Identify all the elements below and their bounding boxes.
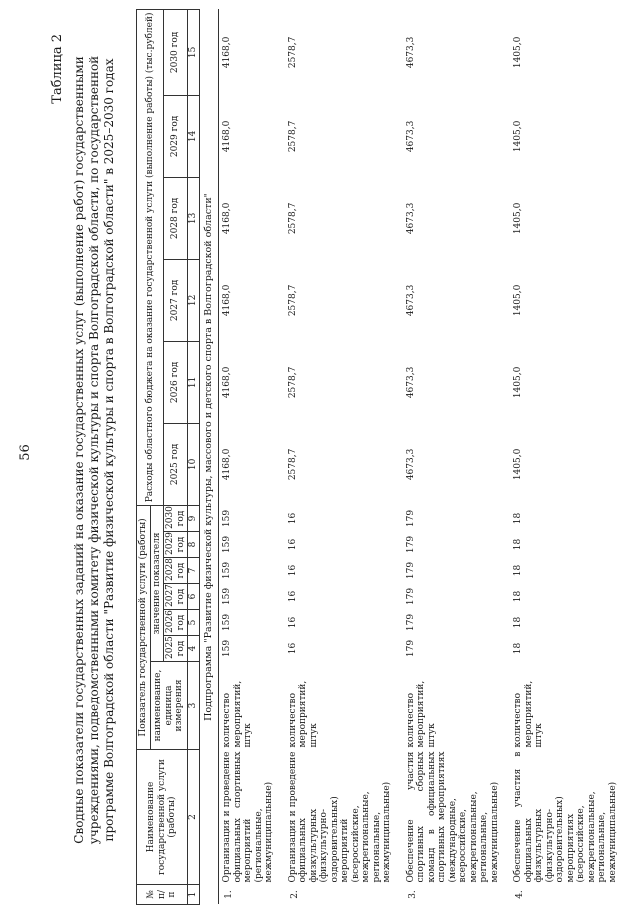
budget-value: 2578,7 (287, 448, 298, 481)
header-year-value: 2028 год (164, 558, 188, 584)
indicator-value: 179 (405, 613, 416, 632)
header-service-name: Наименование государственной услуги (работы) (137, 750, 188, 885)
column-number: 12 (188, 259, 200, 341)
header-year-value: 2025 год (164, 636, 188, 662)
indicator-value: 16 (287, 590, 298, 603)
indicator-value: 16 (287, 642, 298, 655)
column-number: 7 (188, 558, 200, 584)
budget-value: 4673,3 (405, 36, 416, 69)
row-number: 1. (224, 890, 234, 899)
unit-name: количество мероприятий, штук (287, 680, 319, 748)
column-number: 3 (188, 662, 200, 750)
indicator-value: 18 (513, 590, 523, 603)
indicator-value: 159 (222, 587, 232, 606)
header-num: № п/п (137, 885, 188, 905)
table-label: Таблица 2 (50, 34, 65, 104)
indicator-value: 179 (405, 509, 416, 528)
budget-value: 1405,0 (513, 284, 523, 317)
header-year-value: 2030 год (164, 505, 188, 531)
budget-value: 4673,3 (405, 448, 416, 481)
header-value-group: значение показателя (150, 505, 164, 661)
header-year-budget: 2028 год (164, 177, 188, 259)
indicator-value: 159 (222, 561, 232, 580)
subprogram-title: Подпрограмма "Развитие физической культуры, массового и детского спорта в Волгоградской области" (199, 9, 219, 904)
header-year-value: 2029 год (164, 532, 188, 558)
header-year-budget: 2030 год (164, 9, 188, 95)
indicator-value: 179 (405, 639, 416, 658)
column-number: 5 (188, 610, 200, 636)
budget-value: 4168,0 (222, 284, 232, 317)
service-name: Обеспечение участия спортивных сборных команд в официальных спортивных мероприятиях (международные, всероссийские, межрегиональные, региональные, межмуниципальные) (405, 751, 500, 883)
table-row (510, 9, 628, 904)
column-number: 6 (188, 584, 200, 610)
unit-name: количество мероприятий, штук (222, 680, 253, 748)
budget-value: 1405,0 (513, 36, 523, 69)
column-number: 1 (188, 885, 200, 905)
indicator-value: 159 (222, 613, 232, 632)
budget-value: 4673,3 (405, 202, 416, 235)
column-number: 8 (188, 532, 200, 558)
indicator-value: 16 (287, 564, 298, 577)
header-year-value: 2027 год (164, 584, 188, 610)
indicator-value: 18 (513, 616, 523, 629)
document-title: Сводные показатели государственных заданий на оказание государственных услуг (выполнение работ) государственными учреждениями, подведомственными комитету физической культуры и спорта Волгоградской области, по государственной программе Волгоградской области "Развитие физической культуры и спорта в Волгоградской области" в 2025–2030 годах (72, 55, 116, 845)
budget-value: 1405,0 (513, 120, 523, 153)
indicator-value: 18 (513, 538, 523, 551)
column-number-row (188, 9, 200, 904)
indicator-value: 16 (287, 512, 298, 525)
budget-value: 2578,7 (287, 202, 298, 235)
indicator-value: 179 (405, 561, 416, 580)
service-name: Организация и проведение официальных физкультурных (физкультурно-оздоровительных) мероприятий (всероссийские, межрегиональные, региональные, межмуниципальные) (287, 751, 392, 883)
budget-value: 1405,0 (513, 448, 523, 481)
budget-value: 4168,0 (222, 36, 232, 69)
budget-value: 4168,0 (222, 448, 232, 481)
column-number: 11 (188, 341, 200, 423)
page-number: 56 (18, 444, 33, 461)
column-number: 15 (188, 9, 200, 95)
budget-value: 4168,0 (222, 202, 232, 235)
header-unit: наименование, единица измерения (150, 662, 188, 750)
indicators-table (136, 9, 628, 905)
unit-name: количество мероприятий, штук (513, 680, 544, 748)
header-year-budget: 2027 год (164, 259, 188, 341)
budget-value: 2578,7 (287, 284, 298, 317)
unit-name: количество мероприятий, штук (405, 680, 437, 748)
budget-value: 2578,7 (287, 120, 298, 153)
budget-value: 1405,0 (513, 366, 523, 399)
budget-value: 2578,7 (287, 36, 298, 69)
header-indicator-group: Показатель государственной услуги (работы) (137, 505, 151, 749)
indicator-value: 18 (513, 512, 523, 525)
budget-value: 4673,3 (405, 366, 416, 399)
table-row (219, 9, 285, 904)
indicator-value: 16 (287, 616, 298, 629)
column-number: 10 (188, 423, 200, 505)
service-name: Обеспечение участия в официальных физкультурных (физкультурно-оздоровительных) мероприятиях (всероссийские, межрегиональные, региональные, межмуниципальные) (513, 751, 618, 883)
table-row (403, 9, 511, 904)
budget-value: 2578,7 (287, 366, 298, 399)
row-number: 4. (515, 890, 525, 899)
column-number: 4 (188, 636, 200, 662)
header-year-value: 2026 год (164, 610, 188, 636)
indicator-value: 159 (222, 509, 232, 528)
table-row (285, 9, 403, 904)
indicator-value: 18 (513, 564, 523, 577)
column-number: 14 (188, 95, 200, 177)
indicator-value: 16 (287, 538, 298, 551)
column-number: 2 (188, 750, 200, 885)
budget-value: 4168,0 (222, 366, 232, 399)
indicator-value: 159 (222, 535, 232, 554)
service-name: Организация и проведение официальных спортивных мероприятий (региональные, межмуниципальные) (222, 751, 274, 883)
indicator-value: 159 (222, 639, 232, 658)
header-budget-group: Расходы областного бюджета на оказание государственной услуги (выполнение работы) (тыс.рублей) (137, 9, 164, 505)
column-number: 9 (188, 505, 200, 531)
header-year-budget: 2026 год (164, 341, 188, 423)
row-number: 3. (407, 890, 418, 899)
indicator-value: 18 (513, 642, 523, 655)
column-number: 13 (188, 177, 200, 259)
indicator-value: 179 (405, 587, 416, 606)
header-year-budget: 2025 год (164, 423, 188, 505)
indicator-value: 179 (405, 535, 416, 554)
budget-value: 4673,3 (405, 284, 416, 317)
budget-value: 4168,0 (222, 120, 232, 153)
header-year-budget: 2029 год (164, 95, 188, 177)
budget-value: 1405,0 (513, 202, 523, 235)
row-number: 2. (289, 890, 300, 899)
budget-value: 4673,3 (405, 120, 416, 153)
